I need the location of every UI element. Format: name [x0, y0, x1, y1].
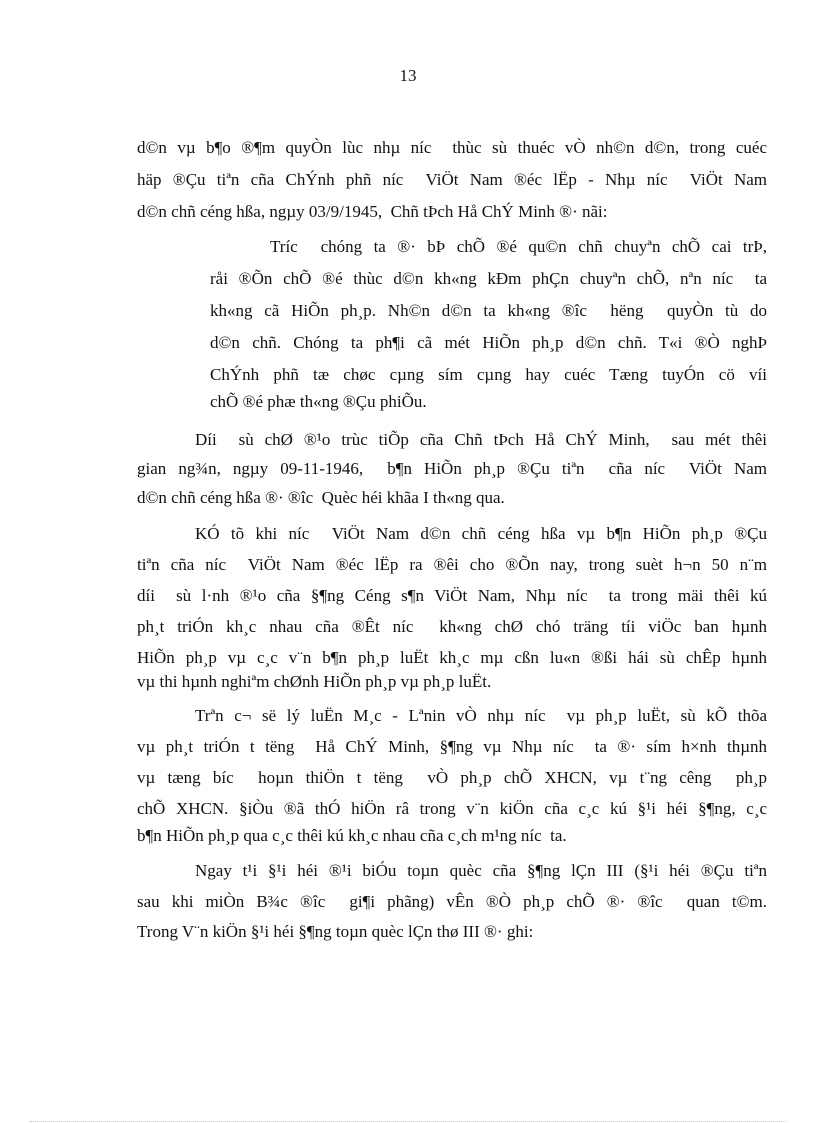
text-line: Ngay t¹i §¹i héi ®¹i biÓu toµn quèc cña §¶ng lÇn III (§¹i héi ®Çu tiªn: [195, 861, 767, 880]
quote-line: kh«ng cã HiÕn ph¸p. Nh©n d©n ta kh«ng ®îc hëng quyÒn tù do: [210, 301, 767, 320]
text-line: sau khi miÒn B¾c ®îc gi¶i phãng) vÊn ®Ò ph¸p chÕ ®· ®îc quan t©m.: [137, 892, 767, 911]
text-line: ph¸t triÓn kh¸c nhau cña ®Êt níc kh«ng chØ chó träng tíi viÖc ban hµnh: [137, 617, 767, 636]
text-line: b¶n HiÕn ph¸p qua c¸c thêi kú kh¸c nhau cña c¸ch m¹ng níc ta.: [137, 826, 567, 845]
text-line: d©n chñ céng hßa, ngµy 03/9/1945, Chñ tÞch Hå ChÝ Minh ®· nãi:: [137, 202, 608, 221]
text-line: chÕ XHCN. §iÒu ®ã thÓ hiÖn râ trong v¨n kiÖn cña c¸c kú §¹i héi §¶ng, c¸c: [137, 799, 767, 818]
text-line: vµ thi hµnh nghiªm chØnh HiÕn ph¸p vµ ph¸p luËt.: [137, 672, 492, 691]
quote-line: chÕ ®é phæ th«ng ®Çu phiÕu.: [210, 392, 427, 411]
quote-line: ChÝnh phñ tæ chøc cµng sím cµng hay cuéc Tæng tuyÓn cö víi: [210, 365, 767, 384]
text-line: häp ®Çu tiªn cña ChÝnh phñ níc ViÖt Nam ®éc lËp - Nhµ níc ViÖt Nam: [137, 170, 767, 189]
page-number: 13: [399, 66, 417, 85]
text-line: vµ tæng bíc hoµn thiÖn t tëng vÒ ph¸p chÕ XHCN, vµ t¨ng cêng ph¸p: [137, 768, 767, 787]
text-line: vµ ph¸t triÓn t tëng Hå ChÝ Minh, §¶ng vµ Nhµ níc ta ®· sím h×nh thµnh: [137, 737, 767, 756]
text-line: tiªn cña níc ViÖt Nam ®éc lËp ra ®êi cho ®Õn nay, trong suèt h¬n 50 n¨m: [137, 555, 767, 574]
text-line: d©n chñ céng hßa ®· ®îc Quèc héi khãa I th«ng qua.: [137, 488, 505, 507]
text-line: KÓ tõ khi níc ViÖt Nam d©n chñ céng hßa vµ b¶n HiÕn ph¸p ®Çu: [195, 524, 767, 543]
quote-line: d©n chñ. Chóng ta ph¶i cã mét HiÕn ph¸p d©n chñ. T«i ®Ò nghÞ: [210, 333, 767, 352]
quote-line: Tríc chóng ta ®· bÞ chÕ ®é qu©n chñ chuyªn chÕ cai trÞ,: [270, 237, 767, 256]
quote-line: råi ®Õn chÕ ®é thùc d©n kh«ng kÐm phÇn chuyªn chÕ, nªn níc ta: [210, 269, 767, 288]
text-line: HiÕn ph¸p vµ c¸c v¨n b¶n ph¸p luËt kh¸c mµ cßn lu«n ®ßi hái sù chÊp hµnh: [137, 648, 767, 667]
text-line: d©n vµ b¶o ®¶m quyÒn lùc nhµ níc thùc sù thuéc vÒ nh©n d©n, trong cuéc: [137, 138, 767, 157]
text-line: Trong V¨n kiÖn §¹i héi §¶ng toµn quèc lÇn thø III ®· ghi:: [137, 922, 534, 941]
text-line: gian ng¾n, ngµy 09-11-1946, b¶n HiÕn ph¸p ®Çu tiªn cña níc ViÖt Nam: [137, 459, 767, 478]
text-line: Trªn c¬ së lý luËn M¸c - Lªnin vÒ nhµ níc vµ ph¸p luËt, sù kÕ thõa: [195, 706, 767, 725]
text-line: díi sù l·nh ®¹o cña §¶ng Céng s¶n ViÖt Nam, Nhµ níc ta trong mäi thêi kú: [137, 586, 767, 605]
text-line: Díi sù chØ ®¹o trùc tiÕp cña Chñ tÞch Hå ChÝ Minh, sau mét thêi: [195, 430, 767, 449]
page-bottom-rule: [30, 1121, 786, 1122]
